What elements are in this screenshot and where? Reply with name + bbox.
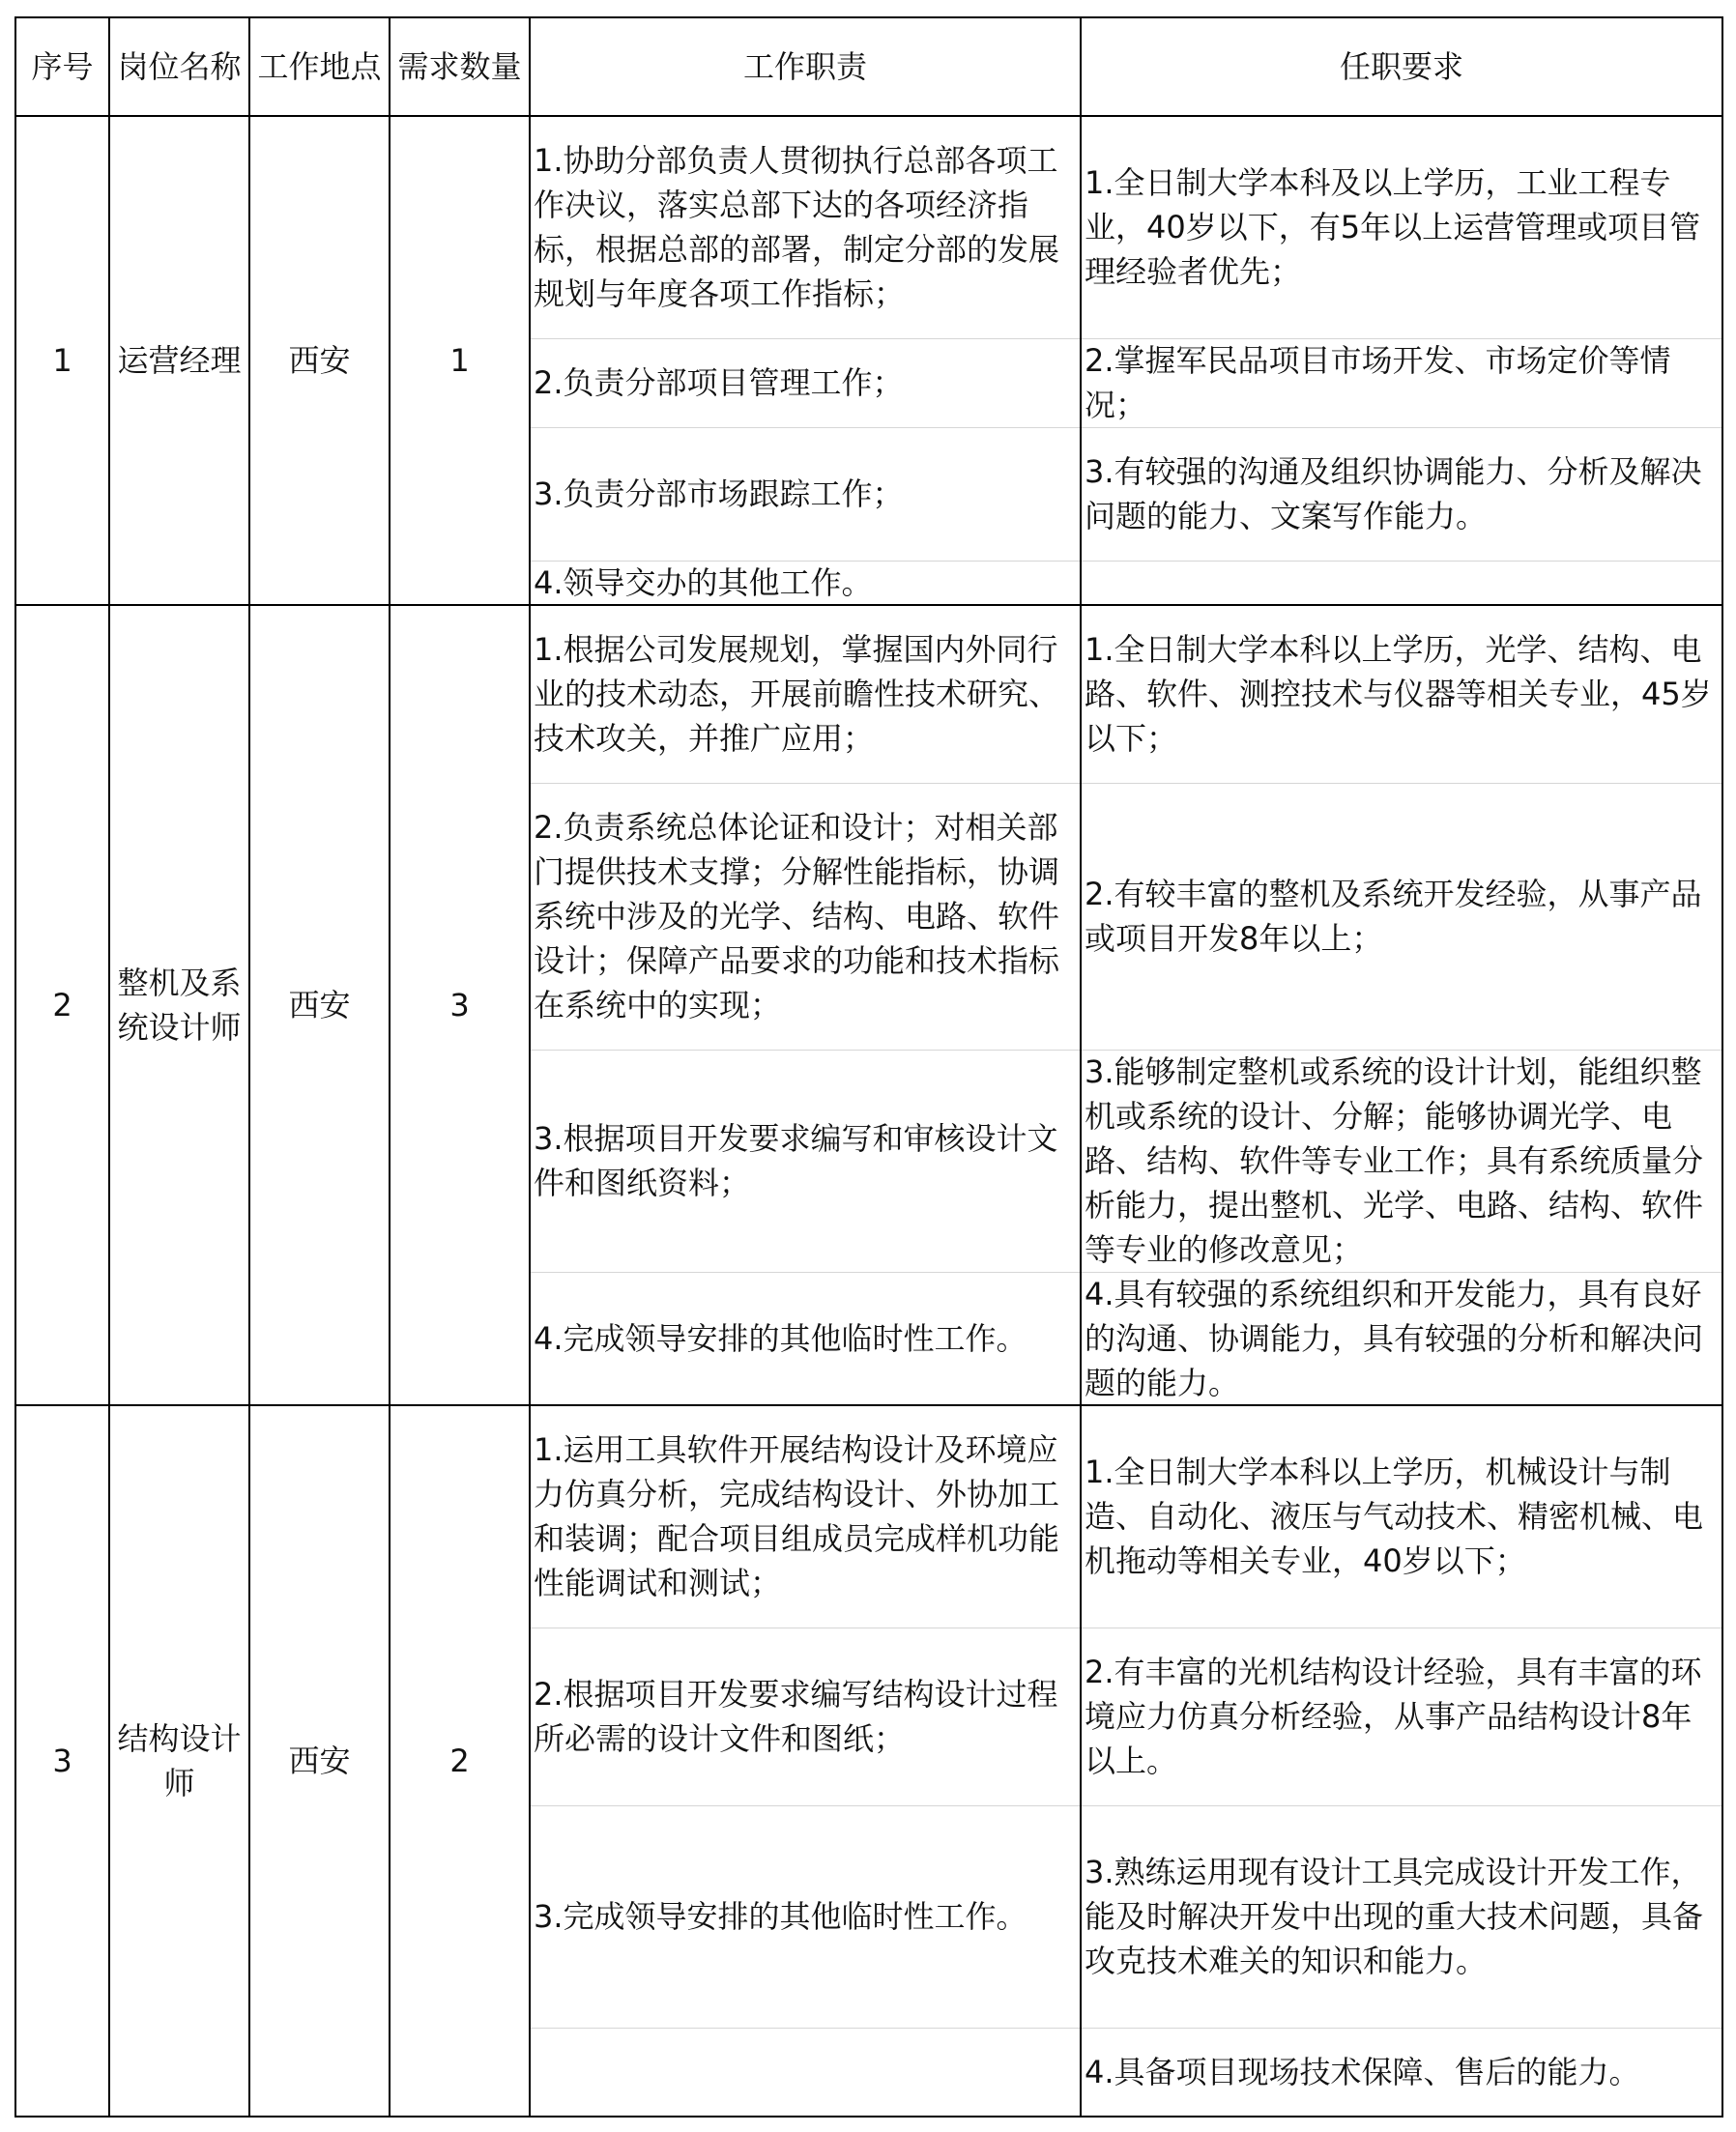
row-3-requirement-2: 2.有丰富的光机结构设计经验，具有丰富的环境应力仿真分析经验，从事产品结构设计8年以上。 [1085,1654,1702,1779]
row-1-requirement-2: 2.掌握军民品项目市场开发、市场定价等情况； [1085,342,1671,423]
row-2-position: 整机及系统设计师 [117,965,242,1046]
separator [531,1805,1722,1806]
table-border-right [1722,16,1723,2118]
row-3-requirement-4: 4.具备项目现场技术保障、售后的能力。 [1085,2054,1640,2090]
separator [531,561,1722,562]
header-quantity: 需求数量 [397,48,522,85]
header-position: 岗位名称 [117,48,242,85]
header-duties: 工作职责 [742,48,867,85]
separator [531,1050,1722,1051]
row-3-duty-4 [530,2028,1081,2117]
row-1-position: 运营经理 [117,342,242,379]
separator [531,1272,1722,1273]
row-3-duty-1: 1.运用工具软件开展结构设计及环境应力仿真分析，完成结构设计、外协加工和装调；配合项目组成员完成样机功能性能调试和测试； [534,1431,1060,1601]
column-divider [1080,16,1082,2118]
row-2-duty-2: 2.负责系统总体论证和设计；对相关部门提供技术支撑；分解性能指标，协调系统中涉及的光学、结构、电路、软件设计；保障产品要求的功能和技术指标在系统中的实现； [534,809,1060,1023]
column-divider [108,16,110,2118]
row-1-duty-2: 2.负责分部项目管理工作； [534,364,904,401]
row-2-quantity: 3 [449,987,470,1023]
row-2-requirement-3: 3.能够制定整机或系统的设计计划，能组织整机或系统的设计、分解；能够协调光学、电路、结构、软件等专业工作；具有系统质量分析能力，提出整机、光学、电路、结构、软件等专业的修改意见； [1085,1053,1704,1268]
row-2-location: 西安 [288,987,351,1023]
separator [531,427,1722,428]
column-divider [529,16,531,2118]
row-2-seq: 2 [52,987,72,1023]
table-border-row-1 [14,604,1723,606]
row-2-duty-4: 4.完成领导安排的其他临时性工作。 [534,1320,1027,1357]
separator [531,2028,1722,2029]
row-1-duty-4: 4.领导交办的其他工作。 [534,564,873,601]
row-1-requirement-4 [1081,561,1722,605]
row-3-location: 西安 [288,1743,351,1779]
row-2-duty-3: 3.根据项目开发要求编写和审核设计文件和图纸资料； [534,1120,1058,1201]
row-3-seq: 3 [52,1743,72,1779]
separator [531,783,1722,784]
row-2-requirement-1: 1.全日制大学本科以上学历，光学、结构、电路、软件、测控技术与仪器等相关专业，45岁以下； [1085,631,1712,757]
header-requirements: 任职要求 [1339,48,1463,85]
row-3-duty-2: 2.根据项目开发要求编写结构设计过程所必需的设计文件和图纸； [534,1676,1058,1757]
table-border-bottom [14,2116,1723,2118]
row-2-requirement-2: 2.有较丰富的整机及系统开发经验，从事产品或项目开发8年以上； [1085,876,1702,957]
table-border-row-2 [14,1404,1723,1406]
row-2-duty-1: 1.根据公司发展规划，掌握国内外同行业的技术动态，开展前瞻性技术研究、技术攻关，并推广应用； [534,631,1060,757]
row-1-quantity: 1 [449,342,470,379]
row-1-requirement-3: 3.有较强的沟通及组织协调能力、分析及解决问题的能力、文案写作能力。 [1085,453,1702,534]
separator [531,338,1722,339]
row-3-quantity: 2 [449,1743,470,1779]
row-1-duty-1: 1.协助分部负责人贯彻执行总部各项工作决议，落实总部下达的各项经济指标，根据总部的部署，制定分部的发展规划与年度各项工作指标； [534,142,1060,312]
table-border-header [14,115,1723,117]
column-divider [248,16,250,2118]
row-1-location: 西安 [288,342,351,379]
row-1-duty-3: 3.负责分部市场跟踪工作； [534,475,904,512]
table-border-top [14,16,1723,18]
row-3-position: 结构设计师 [117,1720,242,1801]
header-location: 工作地点 [257,48,382,85]
row-3-duty-3: 3.完成领导安排的其他临时性工作。 [534,1898,1027,1935]
header-seq: 序号 [31,48,94,85]
row-1-requirement-1: 1.全日制大学本科及以上学历，工业工程专业，40岁以下，有5年以上运营管理或项目管理经验者优先； [1085,164,1701,290]
table-border-left [14,16,16,2118]
row-3-requirement-1: 1.全日制大学本科以上学历，机械设计与制造、自动化、液压与气动技术、精密机械、电机拖动等相关专业，40岁以下； [1085,1454,1704,1579]
row-3-requirement-3: 3.熟练运用现有设计工具完成设计开发工作，能及时解决开发中出现的重大技术问题，具备攻克技术难关的知识和能力。 [1085,1854,1704,1979]
row-1-seq: 1 [52,342,72,379]
column-divider [389,16,391,2118]
row-2-requirement-4: 4.具有较强的系统组织和开发能力，具有良好的沟通、协调能力，具有较强的分析和解决问题的能力。 [1085,1276,1704,1401]
